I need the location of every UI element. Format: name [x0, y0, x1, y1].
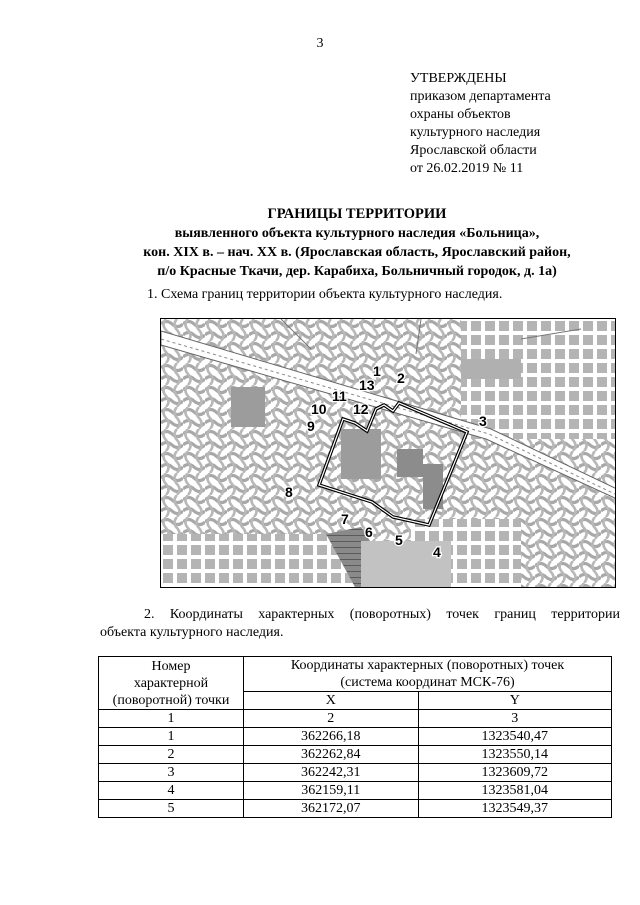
point-label: 4	[433, 544, 441, 560]
title-heading: ГРАНИЦЫ ТЕРРИТОРИИ	[267, 206, 447, 222]
boundary-scheme-map	[160, 318, 616, 588]
title-line: кон. XIX в. – нач. XX в. (Ярославская область, Ярославский район,	[143, 245, 571, 260]
header-text: (поворотной) точки	[112, 692, 230, 708]
scheme-svg	[161, 319, 616, 588]
table-cell: 1	[99, 710, 244, 728]
table-cell: 2	[99, 746, 244, 764]
point-label: 5	[395, 532, 403, 548]
approval-line: УТВЕРЖДЕНЫ	[410, 71, 507, 86]
header-text: (система координат МСК-76)	[340, 675, 515, 690]
header-x: X	[244, 692, 419, 710]
table-cell: 362242,31	[244, 764, 419, 782]
approval-block	[410, 70, 551, 178]
page-number: 3	[316, 36, 324, 51]
table-cell: 1323549,37	[418, 800, 611, 818]
table-header-row	[99, 657, 612, 692]
header-point-number	[99, 657, 244, 710]
table-cell: 362266,18	[244, 728, 419, 746]
approval-line: приказом департамента	[410, 89, 551, 104]
title-line: выявленного объекта культурного наследия «Больница»,	[174, 226, 540, 241]
point-label: 10	[311, 401, 327, 417]
approval-line: охраны объектов	[410, 107, 511, 122]
point-label: 6	[365, 524, 373, 540]
table-cell: 4	[99, 782, 244, 800]
document-title	[60, 205, 640, 281]
point-label: 3	[479, 413, 487, 429]
section2-caption	[100, 606, 620, 642]
header-text: Номер	[151, 658, 191, 674]
table-cell: 1323581,04	[418, 782, 611, 800]
point-label: 2	[397, 370, 405, 386]
table-row	[99, 800, 612, 818]
header-text: характерной	[133, 675, 209, 691]
table-row	[99, 764, 612, 782]
header-text: Координаты характерных (поворотных) точек	[290, 658, 565, 673]
section1-caption: 1. Схема границ территории объекта культурного наследия.	[147, 287, 503, 302]
table-cell: 362262,84	[244, 746, 419, 764]
table-cell: 362172,07	[244, 800, 419, 818]
table-cell: 1323540,47	[418, 728, 611, 746]
table-row	[99, 782, 612, 800]
table-cell: 3	[99, 764, 244, 782]
point-label: 9	[307, 418, 315, 434]
approval-line: от 26.02.2019 № 11	[410, 161, 524, 176]
table-row	[99, 746, 612, 764]
table-cell: 3	[418, 710, 611, 728]
table-index-row	[99, 710, 612, 728]
building	[461, 359, 521, 379]
point-label: 11	[332, 388, 347, 404]
table-cell: 1323609,72	[418, 764, 611, 782]
approval-line: культурного наследия	[410, 125, 541, 140]
section2-line: объекта культурного наследия.	[100, 625, 284, 640]
table-cell: 5	[99, 800, 244, 818]
approval-line: Ярославской области	[410, 143, 537, 158]
table-cell: 362159,11	[244, 782, 419, 800]
table-cell: 2	[244, 710, 419, 728]
point-label: 7	[341, 511, 349, 527]
table-cell: 1	[99, 728, 244, 746]
building	[231, 387, 265, 427]
point-label: 12	[353, 401, 369, 417]
point-label: 13	[359, 377, 375, 393]
table-row	[99, 728, 612, 746]
coordinates-table	[98, 656, 612, 818]
title-line: п/о Красные Ткачи, дер. Карабиха, Больничный городок, д. 1а)	[157, 264, 557, 279]
header-coordinates	[244, 657, 612, 692]
building	[397, 449, 423, 477]
header-y: Y	[418, 692, 611, 710]
point-label: 8	[285, 484, 293, 500]
building	[341, 429, 381, 479]
section2-line: 2. Координаты характерных (поворотных) точек границ территории	[144, 607, 620, 622]
table-cell: 1323550,14	[418, 746, 611, 764]
point-label: 1	[373, 363, 381, 379]
